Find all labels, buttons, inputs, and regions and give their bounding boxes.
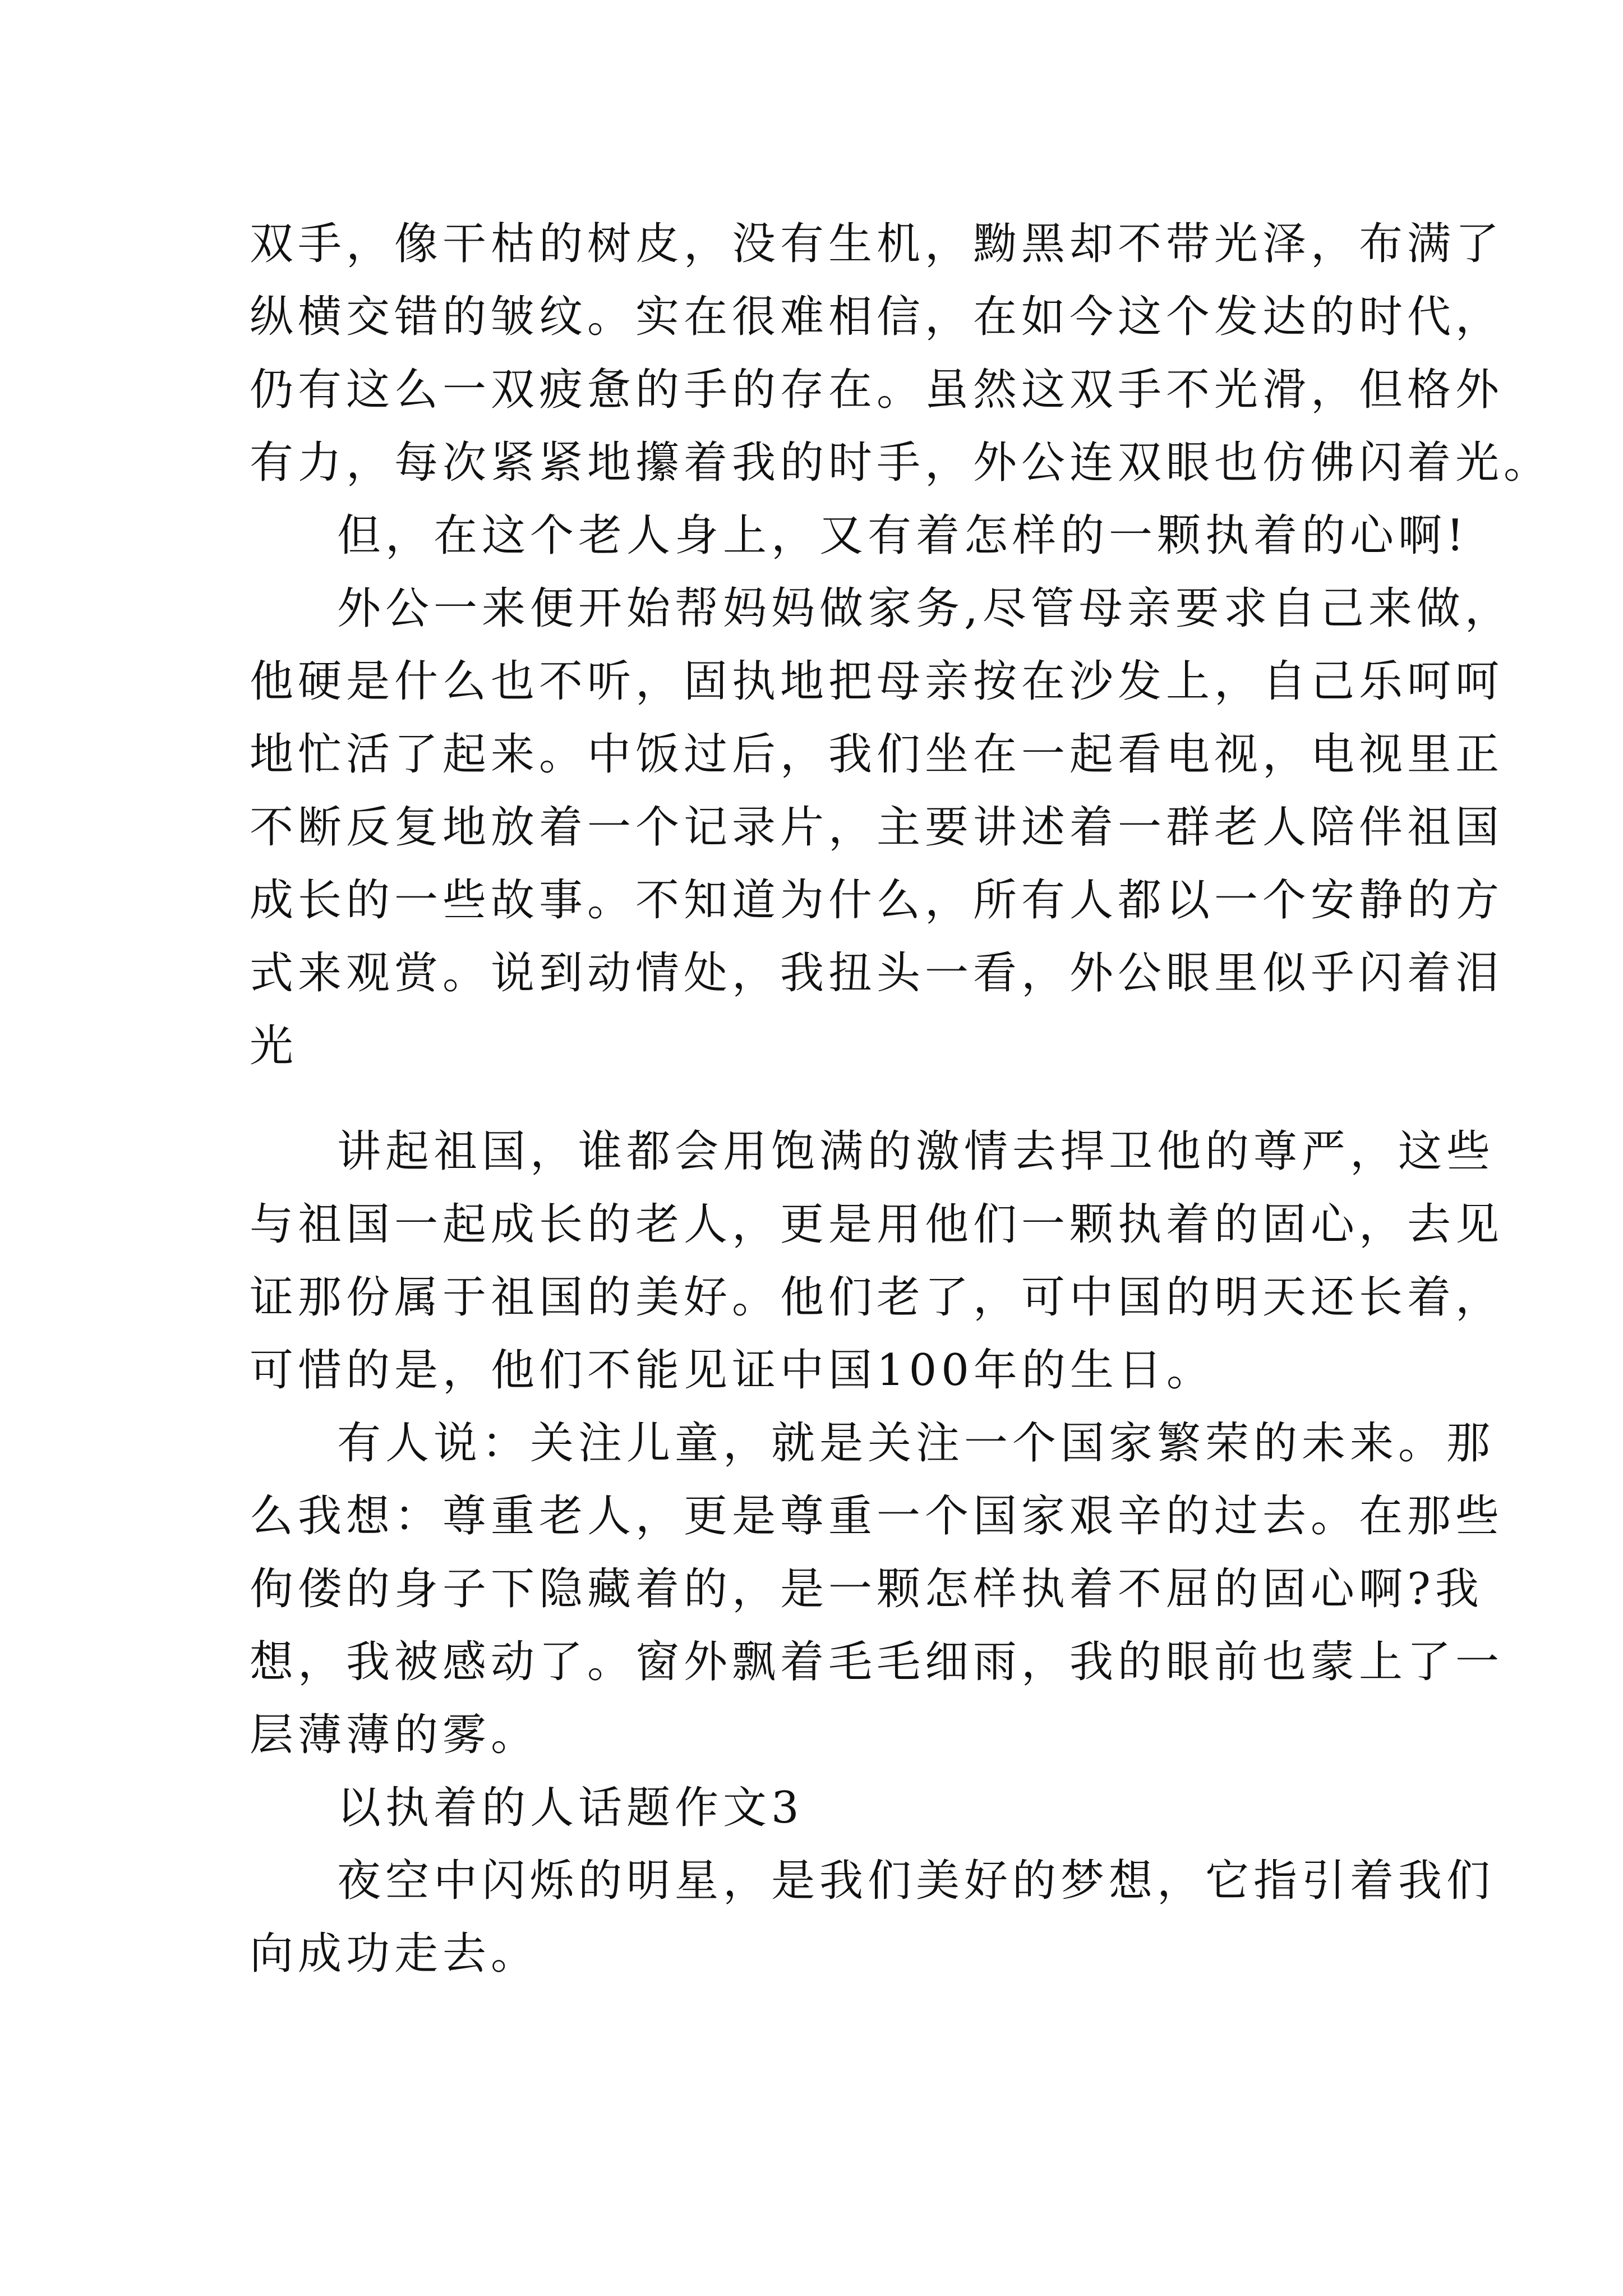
text-line: 有力，每次紧紧地攥着我的时手，外公连双眼也仿佛闪着光。	[250, 438, 1552, 488]
text-line: 佝偻的身子下隐藏着的，是一颗怎样执着不屈的固心啊?我	[250, 1564, 1483, 1614]
text-line: 层薄薄的雾。	[250, 1710, 540, 1760]
paragraph-grandfather-housework	[250, 572, 1513, 1083]
paragraph-motherland	[250, 1115, 1504, 1407]
text-line: 地忙活了起来。中饭过后，我们坐在一起看电视，电视里正	[250, 729, 1504, 780]
paragraph-night-stars	[250, 1844, 1495, 1990]
document-body	[250, 208, 1552, 1990]
paragraph-respect-elders	[250, 1407, 1504, 1772]
text-line: 式来观赏。说到动情处，我扭头一看，外公眼里似乎闪着泪	[250, 948, 1504, 999]
text-line: 向成功走去。	[250, 1929, 540, 1979]
heading-text: 以执着的人话题作文3	[337, 1783, 804, 1833]
text-line: 光	[250, 1021, 298, 1071]
text-line: 仍有这么一双疲惫的手的存在。虽然这双手不光滑，但格外	[250, 365, 1504, 415]
text-line: 夜空中闪烁的明星，是我们美好的梦想，它指引着我们	[337, 1856, 1495, 1906]
text-line: 么我想：尊重老人，更是尊重一个国家艰辛的过去。在那些	[250, 1491, 1504, 1542]
text-line: 可惜的是，他们不能见证中国100年的生日。	[250, 1345, 1215, 1396]
paragraph-persistent-heart	[250, 499, 1469, 572]
section-heading-essay-3	[250, 1772, 1385, 1844]
text-line: 讲起祖国，谁都会用饱满的激情去捍卫他的尊严，这些	[337, 1126, 1495, 1177]
text-line: 双手，像干枯的树皮，没有生机，黝黑却不带光泽，布满了	[250, 219, 1504, 269]
paragraph-hands-description	[250, 208, 1552, 499]
text-line: 但，在这个老人身上，又有着怎样的一颗执着的心啊!	[337, 510, 1469, 561]
text-line: 他硬是什么也不听，固执地把母亲按在沙发上，自己乐呵呵	[250, 656, 1504, 707]
text-line: 纵横交错的皱纹。实在很难相信，在如今这个发达的时代，	[250, 292, 1504, 342]
text-line: 与祖国一起成长的老人，更是用他们一颗执着的固心，去见	[250, 1199, 1504, 1250]
text-line: 外公一来便开始帮妈妈做家务,尽管母亲要求自己来做，	[337, 583, 1513, 634]
text-line: 有人说：关注儿童，就是关注一个国家繁荣的未来。那	[337, 1418, 1495, 1469]
text-line: 想，我被感动了。窗外飘着毛毛细雨，我的眼前也蒙上了一	[250, 1637, 1504, 1687]
text-line: 证那份属于祖国的美好。他们老了，可中国的明天还长着，	[250, 1272, 1504, 1323]
text-line: 成长的一些故事。不知道为什么，所有人都以一个安静的方	[250, 875, 1504, 926]
text-line: 不断反复地放着一个记录片，主要讲述着一群老人陪伴祖国	[250, 802, 1504, 853]
